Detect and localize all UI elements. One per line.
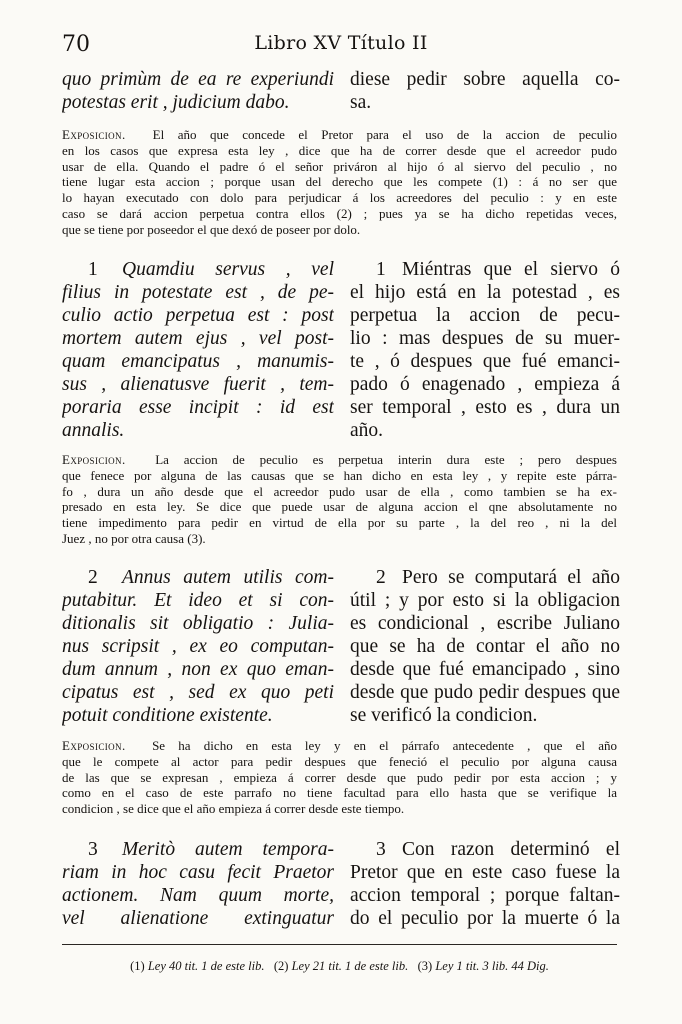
footnote: (1) Ley 40 tit. 1 de este lib. [130,959,265,973]
section-number: 3 [376,839,386,860]
page-number: 70 [62,32,90,57]
exposicion-line: lo hayan executado con dolo para perjudicar á los acreedores del peculio : y en este [62,190,617,206]
spanish-line: ser temporal , esto es , dura un [350,397,620,418]
footnote-rule [62,944,617,945]
exposicion-line: tiene impedimento para pedir en virtud de ella por su parte , la del reo , ni la del [62,515,617,531]
exposicion-line: usar de ella. Quando el padre ó el señor priváron al hijo ó al siervo del peculio , no [62,158,617,174]
section-2-spanish [350,566,620,727]
spanish-line: sa. [350,92,372,113]
latin-line: mortem autem ejus , vel post- [62,328,334,349]
exposicion-line: Exposicion. El año que concede el Pretor para el uso de la accion de peculio [62,127,617,142]
spanish-line: que se ha de contar el año no [350,636,620,657]
spanish-line: perpetua la accion de pecu- [350,305,620,326]
spanish-line: el hijo está en la potestad , es [350,282,620,303]
latin-line: nus scripsit , ex eo computan- [62,636,334,657]
latin-line: putabitur. Et ideo et si con- [62,590,334,611]
spanish-line: útil ; y por esto si la obligacion [350,590,620,611]
exposicion-1 [62,127,617,238]
exposicion-label: Exposicion. [62,738,126,753]
exposicion-line: presado en esta ley. Se dice que puede usar de alguna accion el qne absolutamente no [62,499,617,515]
exposicion-line: caso se dará accion perpetua contra ellos (2) ; pues ya se ha dicho repetidas veces, [62,205,617,221]
exposicion-line: en los casos que expresa esta ley , dice que ha de correr desde que el acreedor pudo [62,142,617,158]
spanish-line: pado ó enagenado , empieza á [350,374,620,395]
latin-continuation [62,68,334,114]
exposicion-line: Exposicion. La accion de peculio es perpetua interin dura este ; pero despues [62,452,617,467]
section-1-latin [62,258,334,442]
spanish-line: accion temporal ; porque faltan- [350,885,620,906]
spanish-line: año. [350,420,384,441]
latin-line: annalis. [62,420,125,441]
exposicion-line: condicion , se dice que el año empieza á correr desde este tiempo. [62,801,405,817]
exposicion-line: que le compete al actor para pedir despues que feneció el peculio por alguna causa [62,753,617,769]
latin-line: quo primùm de ea re experiundi [62,69,334,90]
footnote: (3) Ley 1 tit. 3 lib. 44 Dig. [417,959,549,973]
footnotes [62,959,617,974]
exposicion-label: Exposicion. [62,452,126,467]
footnote: (2) Ley 21 tit. 1 de este lib. [273,959,409,973]
latin-line: potuit conditione existente. [62,705,273,726]
latin-line: ditionalis sit obligatio : Julia- [62,613,334,634]
latin-line: 1 Quamdiu servus , vel [62,258,334,281]
section-3-latin [62,838,334,930]
exposicion-label: Exposicion. [62,127,126,142]
latin-line: vel alienatione extinguatur [62,908,334,929]
spanish-line: 2 Pero se computará el año [350,566,620,589]
section-number: 2 [88,567,98,588]
spanish-continuation [350,68,620,114]
section-number: 3 [88,839,98,860]
section-2-latin [62,566,334,727]
section-1-spanish [350,258,620,442]
section-number: 1 [88,259,98,280]
latin-line: cipatus est , sed ex quo peti [62,682,334,703]
spanish-line: lio : mas despues de su muer- [350,328,620,349]
section-3-spanish [350,838,620,930]
latin-line: sus , alienatusve fuerit , tem- [62,374,334,395]
section-number: 2 [376,567,386,588]
spanish-line: desde que fué emancipado , sino [350,659,620,680]
exposicion-line: tiene lugar esta accion ; porque usan del derecho que les compete (1) : á no ser que [62,174,617,190]
exposicion-line: fo , dura un año desde que el acreedor pudo usar de ella , como tambien se ha ex- [62,483,617,499]
exposicion-3 [62,738,617,817]
latin-line: culio actio perpetua est : post [62,305,334,326]
exposicion-2 [62,452,617,547]
running-head: Libro XV Título II [254,32,428,54]
latin-line: actionem. Nam quum morte, [62,885,334,906]
latin-line: potestas erit , judicium dabo. [62,92,290,113]
spanish-line: 3 Con razon determinó el [350,838,620,861]
section-number: 1 [376,259,386,280]
exposicion-line: de las que se expresan , empieza á correr desde que pudo pedir por esta accion ; y [62,769,617,785]
spanish-line: 1 Miéntras que el siervo ó [350,258,620,281]
latin-line: poraria esse incipit : id est [62,397,334,418]
spanish-line: Pretor que en este caso fuese la [350,862,620,883]
exposicion-line: como en el caso de este parrafo no tiene facultad para ello hasta que se verifique la [62,785,617,801]
spanish-line: se verificó la condicion. [350,705,538,726]
latin-line: dum annum , non ex quo eman- [62,659,334,680]
spanish-line: diese pedir sobre aquella co- [350,69,620,90]
exposicion-line: Juez , no por otra causa (3). [62,530,206,546]
spanish-line: es condicional , escribe Juliano [350,613,620,634]
latin-line: riam in hoc casu fecit Praetor [62,862,334,883]
spanish-line: te , ó despues que fué emanci- [350,351,620,372]
exposicion-line: Exposicion. Se ha dicho en esta ley y en el párrafo antecedente , que el año [62,738,617,753]
latin-line: 2 Annus autem utilis com- [62,566,334,589]
page-header [62,32,620,58]
exposicion-line: que fenece por alguna de las causas que se han dicho en esta ley , y repite este párra- [62,467,617,483]
spanish-line: desde que pudo pedir despues que [350,682,620,703]
latin-line: quam emancipatus , manumis- [62,351,334,372]
exposicion-line: que se tiene por poseedor el que dexó de poseer por dolo. [62,221,361,237]
spanish-line: do el peculio por la muerte ó la [350,908,620,929]
latin-line: filius in potestate est , de pe- [62,282,334,303]
latin-line: 3 Meritò autem tempora- [62,838,334,861]
